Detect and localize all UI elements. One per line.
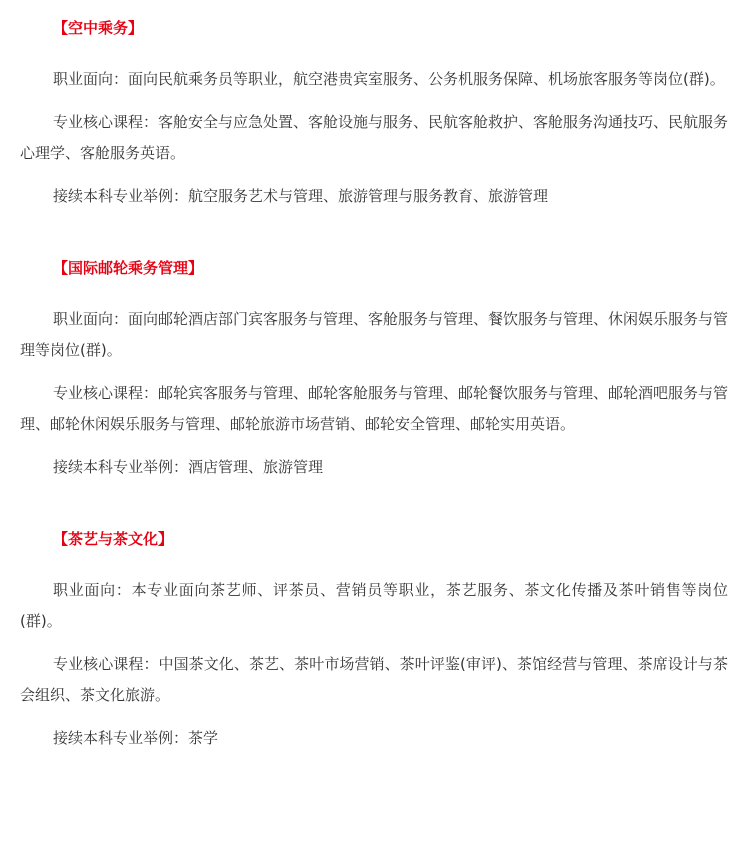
section-cruise-management xyxy=(20,248,728,483)
core-courses-text: 专业核心课程：邮轮宾客服务与管理、邮轮客舱服务与管理、邮轮餐饮服务与管理、邮轮酒吧服务与管理、邮轮休闲娱乐服务与管理、邮轮旅游市场营销、邮轮安全管理、邮轮实用英语。 xyxy=(20,384,729,433)
section-heading: 【国际邮轮乘务管理】 xyxy=(53,259,204,277)
section-cabin-crew xyxy=(20,8,728,212)
core-courses-text: 专业核心课程：客舱安全与应急处置、客舱设施与服务、民航客舱救护、客舱服务沟通技巧、民航服务心理学、客舱服务英语。 xyxy=(20,113,729,162)
career-orientation-text: 职业面向：面向邮轮酒店部门宾客服务与管理、客舱服务与管理、餐饮服务与管理、休闲娱乐服务与管理等岗位(群)。 xyxy=(20,310,729,359)
bachelor-majors-text: 接续本科专业举例：酒店管理、旅游管理 xyxy=(53,458,324,476)
bachelor-majors-text: 接续本科专业举例：茶学 xyxy=(53,729,219,747)
section-heading: 【空中乘务】 xyxy=(53,19,144,37)
bachelor-majors-text: 接续本科专业举例：航空服务艺术与管理、旅游管理与服务教育、旅游管理 xyxy=(53,187,549,205)
career-orientation-text: 职业面向：本专业面向茶艺师、评茶员、营销员等职业，茶艺服务、茶文化传播及茶叶销售等岗位(群)。 xyxy=(20,581,728,630)
career-orientation-text: 职业面向：面向民航乘务员等职业，航空港贵宾室服务、公务机服务保障、机场旅客服务等岗位(群)。 xyxy=(53,70,725,88)
section-tea-art xyxy=(20,519,728,754)
core-courses-text: 专业核心课程：中国茶文化、茶艺、茶叶市场营销、茶叶评鉴(审评)、茶馆经营与管理、茶席设计与茶会组织、茶文化旅游。 xyxy=(20,655,728,704)
section-heading: 【茶艺与茶文化】 xyxy=(53,530,174,548)
